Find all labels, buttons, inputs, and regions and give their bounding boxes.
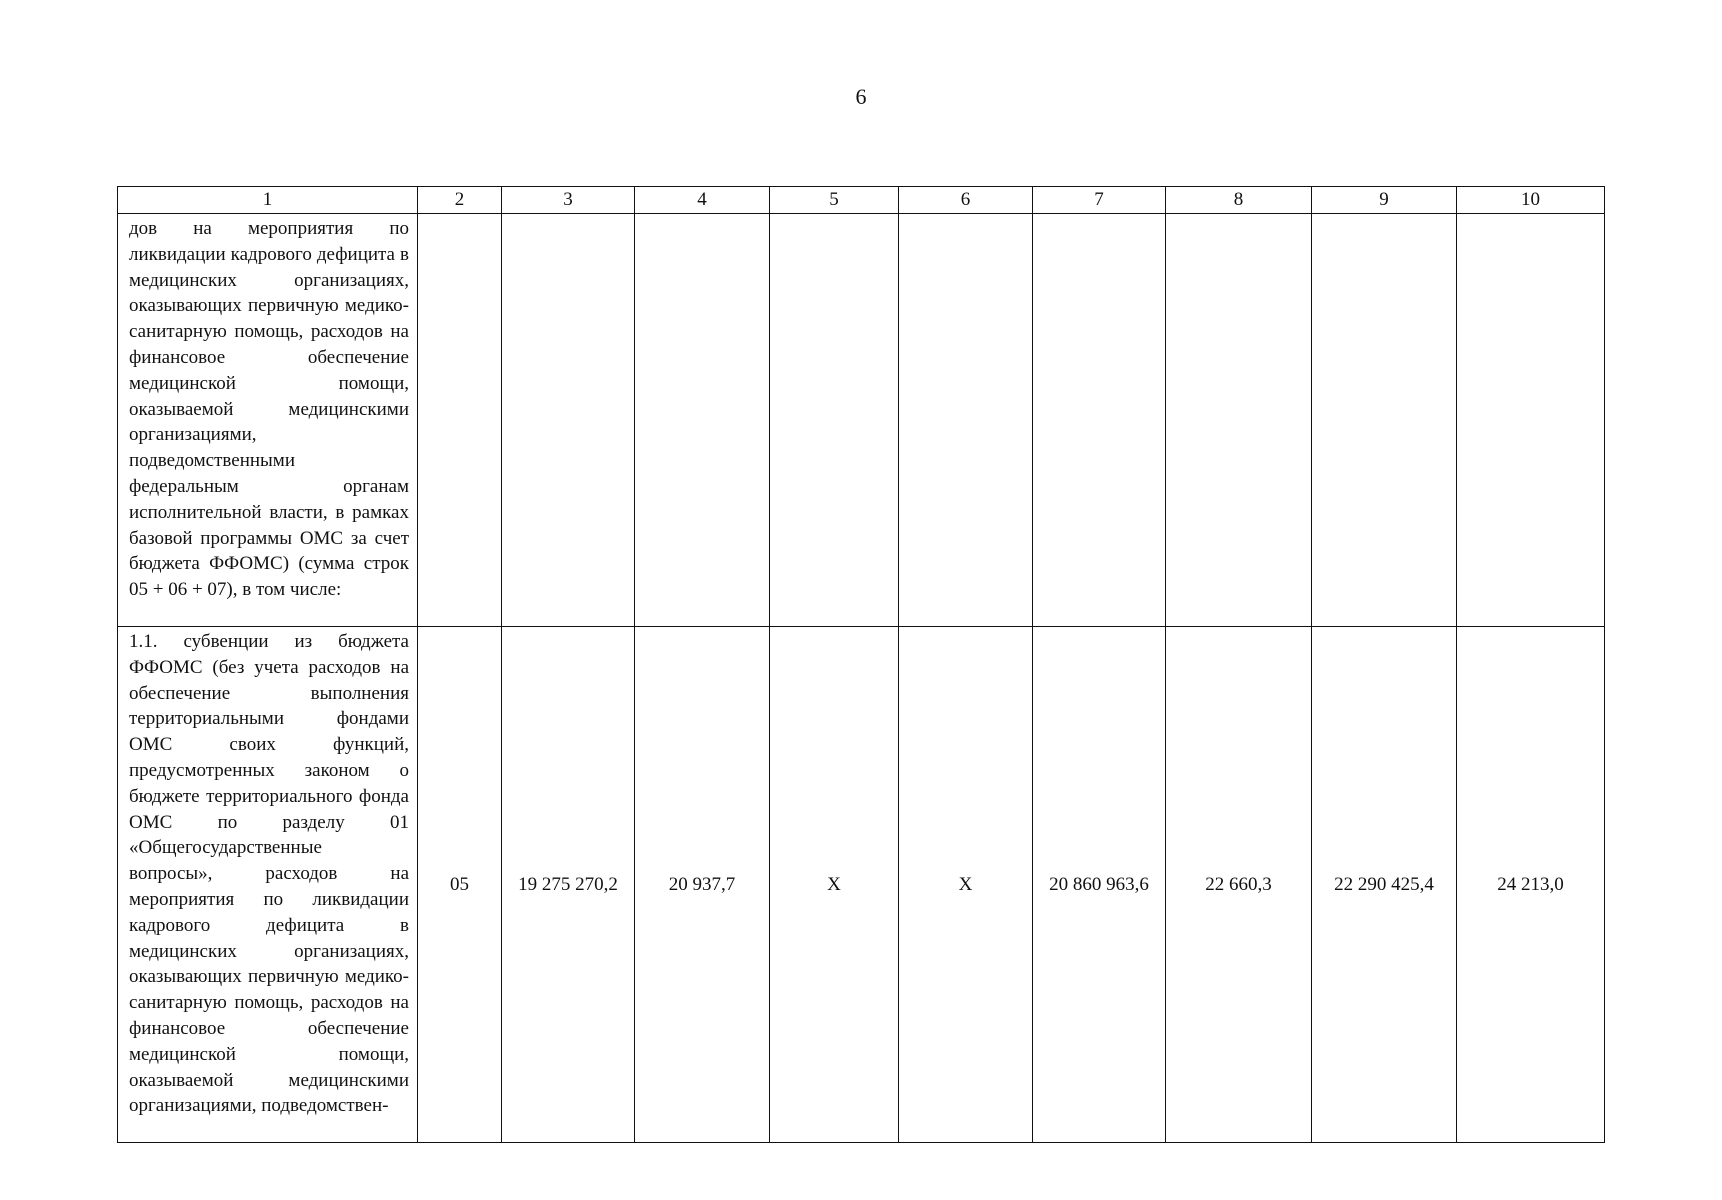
row-description: дов на мероприятия по ликвидации кадрового дефицита в медицинских организациях, оказывающих первичную медико-санитарную помощь, расходов на финансовое обеспечение медицинской помощи, оказываемой медицинскими организациями, подведомственными федеральным органам исполнительной власти, в рамках базовой программы ОМС за счет бюджета ФФОМС) (сумма строк 05 + 06 + 07), в том числе:: [129, 218, 409, 601]
column-number: 10: [1457, 187, 1605, 214]
value-cell: [1166, 627, 1312, 1143]
cell-value: 20 860 963,6: [1049, 873, 1149, 895]
value-cell: [502, 214, 635, 627]
budget-table: [117, 186, 1605, 1143]
cell-value: 22 660,3: [1205, 873, 1272, 895]
cell-value: 19 275 270,2: [518, 873, 618, 895]
row-description-cell: [118, 627, 418, 1143]
cell-value: X: [958, 873, 973, 895]
column-number: 8: [1166, 187, 1312, 214]
table-row: [118, 214, 1605, 627]
column-number: 1: [118, 187, 418, 214]
column-number-row: [118, 187, 1605, 214]
value-cell: [1033, 627, 1166, 1143]
value-cell: [770, 214, 899, 627]
column-number: 4: [635, 187, 770, 214]
value-cell: [1457, 214, 1605, 627]
cell-value: 20 937,7: [668, 873, 736, 895]
cell-value: 24 213,0: [1497, 873, 1564, 895]
value-cell: [635, 627, 770, 1143]
row-code: 05: [450, 873, 469, 895]
value-cell: [1312, 627, 1457, 1143]
value-cell: [1166, 214, 1312, 627]
value-cell: [1033, 214, 1166, 627]
cell-value: 22 290 425,4: [1334, 873, 1434, 895]
value-cell: [1457, 627, 1605, 1143]
row-description: 1.1. субвенции из бюджета ФФОМС (без учета расходов на обеспечение выполнения территориальными фондами ОМС своих функций, предусмотренных законом о бюджете территориального фонда ОМС по разделу 01 «Общегосударственные вопросы», расходов на мероприятия по ликвидации кадрового дефицита в медицинских организациях, оказывающих первичную медико-санитарную помощь, расходов на финансовое обеспечение медицинской помощи, оказываемой медицинскими организациями, подведомствен-: [129, 631, 409, 1117]
value-cell: [502, 627, 635, 1143]
value-cell: [899, 627, 1033, 1143]
value-cell: [418, 627, 502, 1143]
value-cell: [635, 214, 770, 627]
column-number: 2: [418, 187, 502, 214]
column-number: 6: [899, 187, 1033, 214]
value-cell: [1312, 214, 1457, 627]
column-number: 3: [502, 187, 635, 214]
value-cell: [770, 627, 899, 1143]
column-number: 5: [770, 187, 899, 214]
table-row: [118, 627, 1605, 1143]
row-description-cell: [118, 214, 418, 627]
page-number: 6: [855, 84, 867, 109]
column-number: 9: [1312, 187, 1457, 214]
value-cell: [899, 214, 1033, 627]
column-number: 7: [1033, 187, 1166, 214]
value-cell: [418, 214, 502, 627]
cell-value: X: [827, 873, 841, 895]
